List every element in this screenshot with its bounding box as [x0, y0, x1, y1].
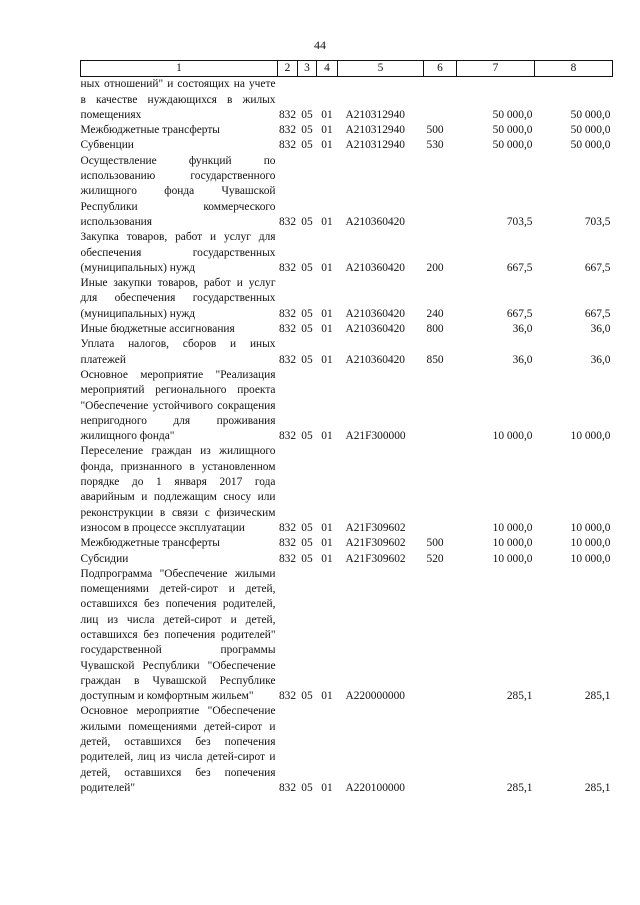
amount-year-2: 10 000,0 [570, 430, 611, 443]
column-header: 4 [317, 61, 338, 77]
expense-type-code [424, 567, 457, 705]
row-name: Осуществление функций по использованию государственного жилищного фонда Чувашской Республики коммерческого использования [80, 154, 276, 228]
row-name: Подпрограмма "Обеспечение жилыми помещениями детей-сирот и детей, оставшихся без попечения родителей, лиц из числа детей-сирот и детей, оставшихся без попечения родителей" государственной программы Чувашской Республики "Обеспечение граждан в Чувашской Республике доступным и комфортным жильем" [80, 567, 276, 703]
page-number: 44 [314, 38, 326, 52]
amount-year-1: 50 000,0 [492, 124, 533, 137]
target-article-code: А220100000 [345, 781, 405, 794]
subsection-code: 01 [321, 261, 333, 274]
expense-type-code [424, 154, 457, 230]
expense-type-code: 800 [426, 323, 444, 336]
glava-code: 832 [278, 781, 297, 794]
row-name: Закупка товаров, работ и услуг для обеспечения государственных (муниципальных) нужд [80, 231, 276, 274]
target-article-code: А21F300000 [345, 430, 406, 443]
expense-type-code [424, 77, 457, 123]
amount-year-2: 667,5 [584, 307, 611, 320]
row-name: Уплата налогов, сборов и иных платежей [80, 338, 276, 366]
glava-code: 832 [278, 537, 297, 550]
column-header: 3 [298, 61, 317, 77]
table-row [81, 123, 613, 138]
target-article-code: А210360420 [345, 307, 405, 320]
column-header: 1 [81, 61, 278, 77]
amount-year-2: 50 000,0 [570, 108, 611, 121]
section-code: 05 [301, 430, 313, 443]
table-row [81, 138, 613, 153]
target-article-code: А210312940 [345, 108, 405, 121]
target-article-code: А21F309602 [345, 552, 406, 565]
table-body [81, 77, 613, 796]
expense-type-code: 240 [426, 307, 444, 320]
expense-type-code: 530 [426, 139, 444, 152]
table-row [81, 77, 613, 123]
table-row [81, 567, 613, 705]
section-code: 05 [301, 521, 313, 534]
row-name: Межбюджетные трансферты [80, 124, 220, 137]
amount-year-1: 10 000,0 [492, 537, 533, 550]
subsection-code: 01 [321, 307, 333, 320]
table-row [81, 322, 613, 337]
glava-code: 832 [278, 124, 297, 137]
header-row [81, 61, 613, 77]
table-row [81, 368, 613, 444]
glava-code: 832 [278, 215, 297, 228]
table-row [81, 337, 613, 368]
glava-code: 832 [278, 353, 297, 366]
expense-type-code: 200 [426, 261, 444, 274]
row-name: Субсидии [80, 552, 129, 565]
subsection-code: 01 [321, 139, 333, 152]
amount-year-1: 285,1 [506, 690, 533, 703]
section-code: 05 [301, 139, 313, 152]
column-header: 2 [278, 61, 298, 77]
subsection-code: 01 [321, 215, 333, 228]
table-row [81, 704, 613, 796]
amount-year-2: 285,1 [584, 781, 611, 794]
section-code: 05 [301, 781, 313, 794]
glava-code: 832 [278, 690, 297, 703]
column-header: 5 [338, 61, 424, 77]
target-article-code: А21F309602 [345, 537, 406, 550]
subsection-code: 01 [321, 124, 333, 137]
amount-year-1: 10 000,0 [492, 552, 533, 565]
row-name: Субвенции [80, 139, 134, 152]
expense-type-code: 500 [426, 537, 444, 550]
row-name: ных отношений" и состоящих на учете в качестве нуждающихся в жилых помещениях [80, 78, 276, 121]
expense-type-code [424, 368, 457, 444]
target-article-code: А210360420 [345, 215, 405, 228]
amount-year-1: 50 000,0 [492, 139, 533, 152]
expense-type-code: 520 [426, 552, 444, 565]
column-header: 8 [535, 61, 613, 77]
section-code: 05 [301, 108, 313, 121]
column-header: 6 [424, 61, 457, 77]
row-name: Межбюджетные трансферты [80, 537, 220, 550]
subsection-code: 01 [321, 323, 333, 336]
row-name: Основное мероприятие "Обеспечение жилыми помещениями детей-сирот и детей, оставшихся без попечения родителей, лиц из числа детей-сирот и детей, оставшихся без попечения родителей" [80, 705, 276, 794]
amount-year-1: 50 000,0 [492, 108, 533, 121]
target-article-code: А210360420 [345, 353, 405, 366]
subsection-code: 01 [321, 353, 333, 366]
target-article-code: А210360420 [345, 323, 405, 336]
subsection-code: 01 [321, 552, 333, 565]
amount-year-1: 36,0 [512, 353, 533, 366]
amount-year-2: 10 000,0 [570, 552, 611, 565]
row-name: Переселение граждан из жилищного фонда, признанного в установленном порядке до 1 января 2017 года аварийным и подлежащим сносу или реконструкции в связи с физическим износом в процессе эксплуатации [80, 445, 276, 534]
table-row [81, 230, 613, 276]
target-article-code: А21F309602 [345, 521, 406, 534]
subsection-code: 01 [321, 430, 333, 443]
table-row [81, 276, 613, 322]
glava-code: 832 [278, 323, 297, 336]
table-row [81, 536, 613, 551]
expense-type-code [424, 444, 457, 536]
target-article-code: А210360420 [345, 261, 405, 274]
expense-type-code [424, 704, 457, 796]
section-code: 05 [301, 323, 313, 336]
glava-code: 832 [278, 307, 297, 320]
section-code: 05 [301, 261, 313, 274]
subsection-code: 01 [321, 690, 333, 703]
glava-code: 832 [278, 139, 297, 152]
amount-year-1: 36,0 [512, 323, 533, 336]
section-code: 05 [301, 307, 313, 320]
target-article-code: А210312940 [345, 124, 405, 137]
section-code: 05 [301, 537, 313, 550]
subsection-code: 01 [321, 521, 333, 534]
column-header: 7 [457, 61, 535, 77]
amount-year-1: 10 000,0 [492, 430, 533, 443]
subsection-code: 01 [321, 537, 333, 550]
budget-table [80, 60, 613, 796]
amount-year-1: 703,5 [506, 215, 533, 228]
glava-code: 832 [278, 552, 297, 565]
amount-year-2: 667,5 [584, 261, 611, 274]
amount-year-2: 703,5 [584, 215, 611, 228]
expense-type-code: 850 [426, 353, 444, 366]
table-row [81, 444, 613, 536]
amount-year-2: 50 000,0 [570, 139, 611, 152]
table-header [81, 61, 613, 77]
amount-year-2: 10 000,0 [570, 521, 611, 534]
section-code: 05 [301, 215, 313, 228]
amount-year-2: 36,0 [590, 323, 611, 336]
row-name: Иные закупки товаров, работ и услуг для обеспечения государственных (муниципальных) нужд [80, 277, 276, 320]
amount-year-2: 36,0 [590, 353, 611, 366]
amount-year-2: 285,1 [584, 690, 611, 703]
amount-year-2: 50 000,0 [570, 124, 611, 137]
section-code: 05 [301, 552, 313, 565]
glava-code: 832 [278, 521, 297, 534]
row-name: Основное мероприятие "Реализация мероприятий регионального проекта "Обеспечение устойчивого сокращения непригодного для проживания жилищного фонда" [80, 368, 276, 443]
amount-year-1: 10 000,0 [492, 521, 533, 534]
glava-code: 832 [278, 108, 297, 121]
amount-year-1: 285,1 [506, 781, 533, 794]
table-row [81, 154, 613, 230]
glava-code: 832 [278, 430, 297, 443]
subsection-code: 01 [321, 108, 333, 121]
glava-code: 832 [278, 261, 297, 274]
row-name: Иные бюджетные ассигнования [80, 323, 235, 336]
target-article-code: А220000000 [345, 690, 405, 703]
amount-year-1: 667,5 [506, 307, 533, 320]
section-code: 05 [301, 690, 313, 703]
expense-type-code: 500 [426, 124, 444, 137]
amount-year-1: 667,5 [506, 261, 533, 274]
section-code: 05 [301, 353, 313, 366]
table-row [81, 552, 613, 567]
subsection-code: 01 [321, 781, 333, 794]
amount-year-2: 10 000,0 [570, 537, 611, 550]
section-code: 05 [301, 124, 313, 137]
target-article-code: А210312940 [345, 139, 405, 152]
